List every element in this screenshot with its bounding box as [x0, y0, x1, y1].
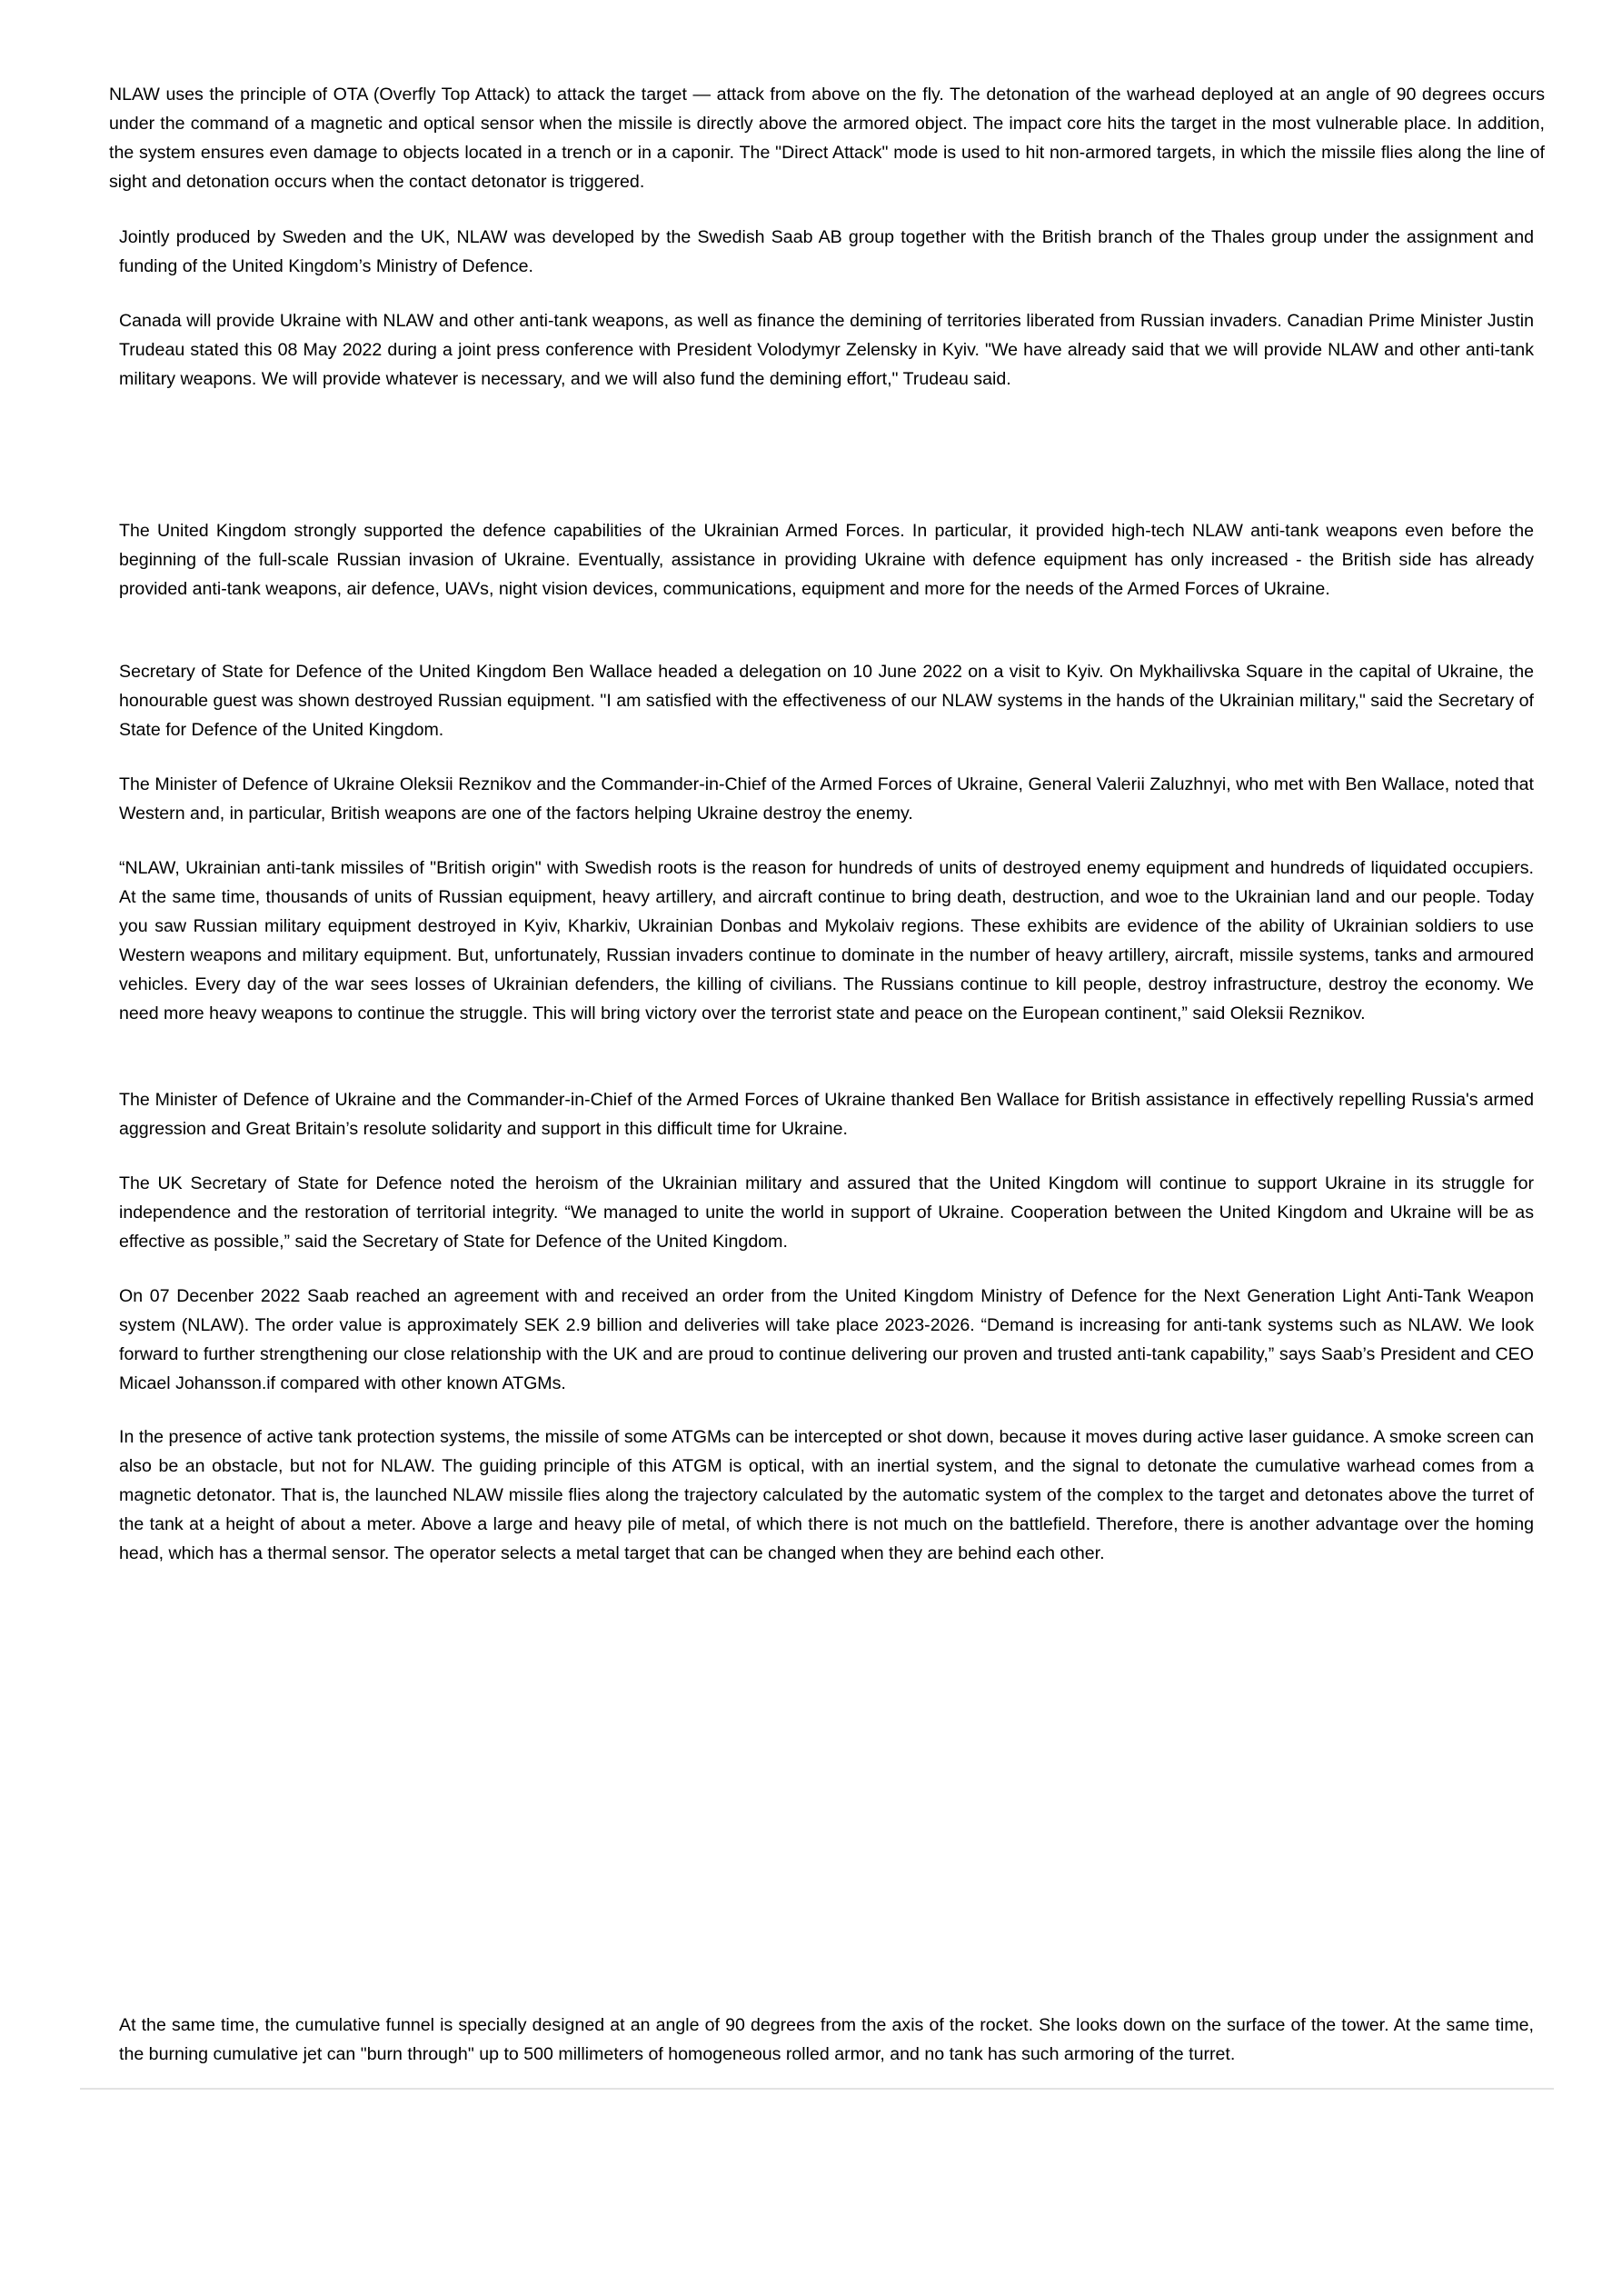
paragraph-guidance-principle: In the presence of active tank protection systems, the missile of some ATGMs can be intercepted or shot down, because it moves during active laser guidance. A smoke screen can also be an obstacle, but not for NLAW. The guiding principle of this ATGM is optical, with an inertial system, and the signal to detonate the cumulative warhead comes from a magnetic detonator. That is, the launched NLAW missile flies along the trajectory calculated by the automatic system of the complex to the target and detonates above the turret of the tank at a height of about a meter. Above a large and heavy pile of metal, of which there is not much on the battlefield. Therefore, there is another advantage over the homing head, which has a thermal sensor. The operator selects a metal target that can be changed when they are behind each other. [119, 1427, 1534, 1563]
paragraph-saab-order: On 07 Decenber 2022 Saab reached an agreement with and received an order from the United Kingdom Ministry of Defence for the Next Generation Light Anti-Tank Weapon system (NLAW). The order value is approximately SEK 2.9 billion and deliveries will take place 2023-2026. “Demand is increasing for anti-tank systems such as NLAW. We look forward to further strengthening our close relationship with the UK and are proud to continue delivering our proven and trusted anti-tank capability,” says Saab’s President and CEO Micael Johansson.if compared with other known ATGMs. [119, 1286, 1534, 1393]
paragraph-reznikov-quote: “NLAW, Ukrainian anti-tank missiles of "British origin" with Swedish roots is the reason for hundreds of units of destroyed enemy equipment and hundreds of liquidated occupiers. At the same time, thousands of units of Russian equipment, heavy artillery, and aircraft continue to bring death, destruction, and woe to the Ukrainian land and our people. Today you saw Russian military equipment destroyed in Kyiv, Kharkiv, Ukrainian Donbas and Mykolaiv regions. These exhibits are evidence of the ability of Ukrainian soldiers to use Western weapons and military equipment. But, unfortunately, Russian invaders continue to dominate in the number of heavy artillery, aircraft, missile systems, tanks and armoured vehicles. Every day of the war sees losses of Ukrainian defenders, the killing of civilians. The Russians continue to kill people, destroy infrastructure, destroy the economy. We need more heavy weapons to continue the struggle. This will bring victory over the terrorist state and peace on the European continent,” said Oleksii Reznikov. [119, 858, 1534, 1023]
paragraph-wallace-visit: Secretary of State for Defence of the United Kingdom Ben Wallace headed a delegation on 10 June 2022 on a visit to Kyiv. On Mykhailivska Square in the capital of Ukraine, the honourable guest was shown destroyed Russian equipment. "I am satisfied with the effectiveness of our NLAW systems in the hands of the Ukrainian military," said the Secretary of State for Defence of the United Kingdom. [119, 662, 1534, 740]
paragraph-cumulative-funnel: At the same time, the cumulative funnel is specially designed at an angle of 90 degrees from the axis of the rocket. She looks down on the surface of the tower. At the same time, the burning cumulative jet can "burn through" up to 500 millimeters of homogeneous rolled armor, and no tank has such armoring of the turret. [119, 2015, 1534, 2064]
paragraph-canada-support: Canada will provide Ukraine with NLAW and other anti-tank weapons, as well as finance the demining of territories liberated from Russian invaders. Canadian Prime Minister Justin Trudeau stated this 08 May 2022 during a joint press conference with President Volodymyr Zelensky in Kyiv. "We have already said that we will provide NLAW and other anti-tank military weapons. We will provide whatever is necessary, and we will also fund the demining effort," Trudeau said. [119, 311, 1534, 389]
paragraph-reznikov-meeting: The Minister of Defence of Ukraine Oleksii Reznikov and the Commander-in-Chief of the Armed Forces of Ukraine, General Valerii Zaluzhnyi, who met with Ben Wallace, noted that Western and, in particular, British weapons are one of the factors helping Ukraine destroy the enemy. [119, 774, 1534, 824]
paragraph-uk-secretary: The UK Secretary of State for Defence noted the heroism of the Ukrainian military and assured that the United Kingdom will continue to support Ukraine in its struggle for independence and the restoration of territorial integrity. “We managed to unite the world in support of Ukraine. Cooperation between the United Kingdom and Ukraine will be as effective as possible,” said the Secretary of State for Defence of the United Kingdom. [119, 1173, 1534, 1252]
paragraph-thanks: The Minister of Defence of Ukraine and the Commander-in-Chief of the Armed Forces of Ukraine thanked Ben Wallace for British assistance in effectively repelling Russia's armed aggression and Great Britain’s resolute solidarity and support in this difficult time for Ukraine. [119, 1090, 1534, 1139]
paragraph-ota-principle: NLAW uses the principle of OTA (Overfly Top Attack) to attack the target — attack from above on the fly. The detonation of the warhead deployed at an angle of 90 degrees occurs under the command of a magnetic and optical sensor when the missile is directly above the armored object. The impact core hits the target in the most vulnerable place. In addition, the system ensures even damage to objects located in a trench or in a caponir. The "Direct Attack" mode is used to hit non-armored targets, in which the missile flies along the line of sight and detonation occurs when the contact detonator is triggered. [109, 85, 1545, 192]
footer-divider [80, 2088, 1554, 2090]
paragraph-joint-production: Jointly produced by Sweden and the UK, NLAW was developed by the Swedish Saab AB group together with the British branch of the Thales group under the assignment and funding of the United Kingdom’s Ministry of Defence. [119, 227, 1534, 276]
paragraph-uk-support: The United Kingdom strongly supported the defence capabilities of the Ukrainian Armed Forces. In particular, it provided high-tech NLAW anti-tank weapons even before the beginning of the full-scale Russian invasion of Ukraine. Eventually, assistance in providing Ukraine with defence equipment has only increased - the British side has already provided anti-tank weapons, air defence, UAVs, night vision devices, communications, equipment and more for the needs of the Armed Forces of Ukraine. [119, 521, 1534, 599]
